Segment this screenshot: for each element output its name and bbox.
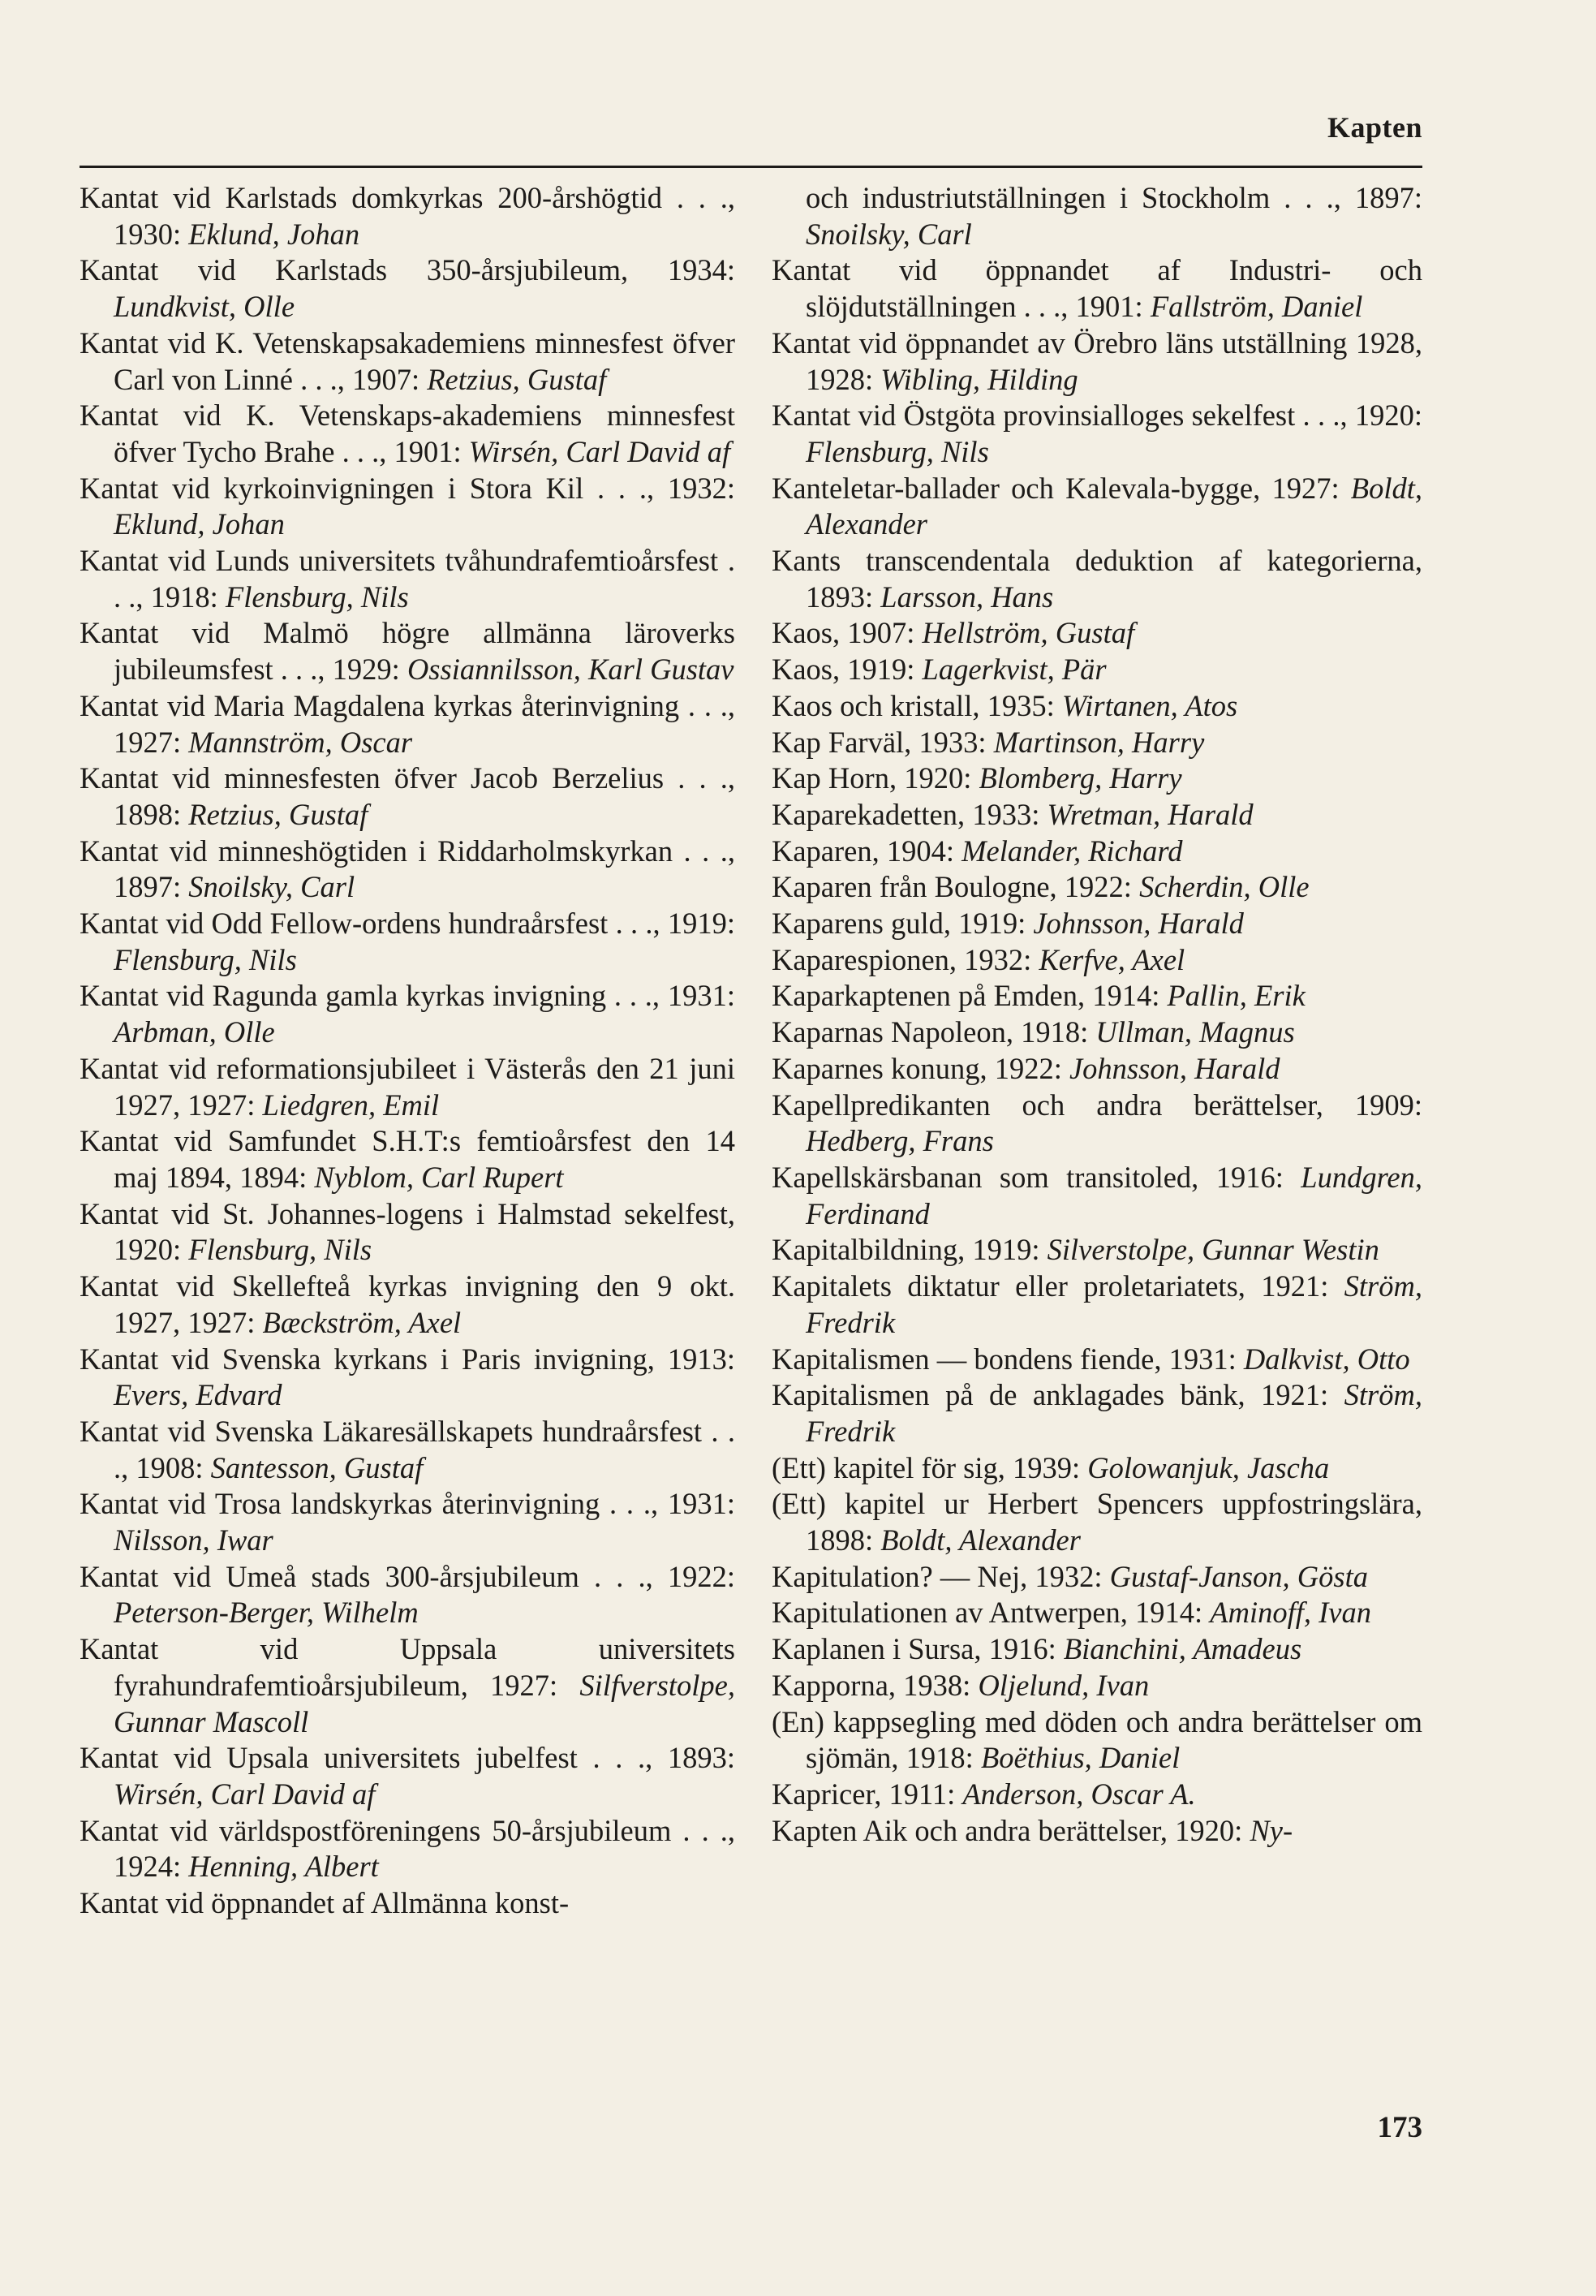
entry-author: Wirtanen, Atos xyxy=(1061,688,1238,722)
catalog-entry xyxy=(772,325,1422,398)
catalog-entry xyxy=(772,1014,1422,1051)
catalog-entry xyxy=(80,325,735,398)
catalog-entry xyxy=(80,1740,735,1812)
entry-title: (Ett) kapitel ur Herbert Spencers uppfostringslära, 1898: xyxy=(772,1487,1422,1557)
entry-author: Eklund, Johan xyxy=(114,507,285,541)
catalog-entry xyxy=(772,760,1422,797)
catalog-entry xyxy=(772,1486,1422,1558)
entry-author: Henning, Albert xyxy=(188,1850,379,1884)
entry-author: Flensburg, Nils xyxy=(114,942,297,976)
entry-title: Kantat vid reformationsjubileet i Västerås den 21 juni 1927, 1927: xyxy=(80,1051,735,1122)
catalog-entry xyxy=(80,688,735,760)
entry-author: Silverstolpe, Gunnar Westin xyxy=(1047,1233,1379,1267)
entry-title: Kaparespionen, 1932: xyxy=(772,942,1039,976)
entry-title: Kaparekadetten, 1933: xyxy=(772,797,1048,831)
entry-title: Kantat vid Lunds universitets tvåhundrafemtioårsfest . . ., 1918: xyxy=(80,544,735,614)
catalog-entry xyxy=(772,1595,1422,1631)
catalog-entry xyxy=(80,180,735,252)
entry-author: Ossiannilsson, Karl Gustav xyxy=(407,653,734,687)
running-head: Kapten xyxy=(1327,111,1422,144)
entry-author: Golowanjuk, Jascha xyxy=(1087,1450,1330,1484)
left-column xyxy=(80,180,735,1922)
catalog-entry xyxy=(772,1777,1422,1813)
entry-title: Kantat vid Karlstads 350-årsjubileum, 1934: xyxy=(80,253,735,287)
entry-author: Lundkvist, Olle xyxy=(114,290,295,324)
entry-title: Kantat vid K. Vetenskaps-akademiens minnesfest öfver Tycho Brahe . . ., 1901: xyxy=(80,398,735,468)
entry-author: Kerfve, Axel xyxy=(1039,942,1185,976)
entry-title: Kaos och kristall, 1935: xyxy=(772,688,1062,722)
entry-author: Eklund, Johan xyxy=(188,217,360,251)
catalog-entry xyxy=(772,1088,1422,1160)
entry-title: Kantat vid öppnandet af Industri- och slöjdutställningen . . ., 1901: xyxy=(772,253,1422,324)
entry-author: Retzius, Gustaf xyxy=(188,797,368,831)
entry-title: Kantat vid Odd Fellow-ordens hundraårsfest . . ., 1919: xyxy=(80,907,735,941)
entry-author: Fallström, Daniel xyxy=(1150,290,1363,324)
entry-title: Kapitalbildning, 1919: xyxy=(772,1233,1048,1267)
entry-title: Kantat vid Ragunda gamla kyrkas invigning . . ., 1931: xyxy=(80,979,735,1013)
entry-title: Kaparnes konung, 1922: xyxy=(772,1051,1069,1085)
entry-title: Kaparkaptenen på Emden, 1914: xyxy=(772,979,1168,1013)
entry-title: Kapitalets diktatur eller proletariatets, 1921: xyxy=(772,1269,1344,1303)
entry-title: Kantat vid Östgöta provinsialloges sekelfest . . ., 1920: xyxy=(772,398,1422,433)
entry-author: Hellström, Gustaf xyxy=(922,616,1135,650)
entry-author: Wretman, Harald xyxy=(1047,797,1254,831)
entry-title: Kapricer, 1911: xyxy=(772,1777,963,1811)
entry-title: Kantat vid minnesfesten öfver Jacob Berzelius . . ., 1898: xyxy=(80,761,735,831)
catalog-entry xyxy=(772,1160,1422,1232)
catalog-entry xyxy=(772,869,1422,906)
catalog-entry xyxy=(80,1813,735,1885)
entry-title: Kantat vid öppnandet af Allmänna konst- xyxy=(80,1886,570,1920)
entry-author: Johnsson, Harald xyxy=(1033,907,1244,941)
catalog-entry xyxy=(772,252,1422,325)
entry-author: Peterson-Berger, Wilhelm xyxy=(114,1596,419,1630)
entry-title: Kantat vid Umeå stads 300-årsjubileum . . ., 1922: xyxy=(80,1559,735,1593)
entry-title: Kantat vid Trosa landskyrkas återinvigning . . ., 1931: xyxy=(80,1487,735,1521)
entry-title: Kanteletar-ballader och Kalevala-bygge, 1927: xyxy=(772,471,1351,505)
entry-author: Boëthius, Daniel xyxy=(980,1741,1181,1775)
entry-author: Lagerkvist, Pär xyxy=(922,653,1107,687)
entry-author: Larsson, Hans xyxy=(880,579,1054,614)
catalog-entry xyxy=(772,1668,1422,1704)
catalog-entry xyxy=(772,1559,1422,1596)
entry-author: Lundgren, Ferdinand xyxy=(806,1160,1422,1230)
entry-author: Boldt, Alexander xyxy=(880,1523,1081,1557)
catalog-entry xyxy=(772,834,1422,870)
entry-title: Kantat vid Karlstads domkyrkas 200-årshögtid . . ., 1930: xyxy=(80,181,735,251)
catalog-entry xyxy=(80,906,735,978)
entry-author: Ny- xyxy=(1250,1813,1293,1847)
right-column xyxy=(772,180,1422,1849)
entry-title: Kapitulation? — Nej, 1932: xyxy=(772,1559,1110,1593)
entry-author: Ullman, Magnus xyxy=(1095,1015,1295,1049)
entry-author: Oljelund, Ivan xyxy=(978,1668,1150,1702)
catalog-entry xyxy=(772,615,1422,652)
entry-title: Kantat vid Malmö högre allmänna läroverks jubileumsfest . . ., 1929: xyxy=(80,616,735,687)
catalog-entry xyxy=(80,1885,735,1922)
entry-author: Snoilsky, Carl xyxy=(806,217,972,251)
entry-title: Kaplanen i Sursa, 1916: xyxy=(772,1632,1064,1666)
entry-author: Wirsén, Carl David af xyxy=(468,434,731,468)
catalog-entry xyxy=(772,906,1422,942)
catalog-entry xyxy=(772,725,1422,761)
entry-author: Wibling, Hilding xyxy=(880,362,1078,396)
entry-title: Kapellskärsbanan som transitoled, 1916: xyxy=(772,1160,1301,1194)
entry-author: Bæckström, Axel xyxy=(262,1305,462,1339)
catalog-entry xyxy=(772,1269,1422,1341)
entry-title: Kapporna, 1938: xyxy=(772,1668,979,1702)
entry-author: Santesson, Gustaf xyxy=(210,1450,424,1484)
entry-title: Kapten Aik och andra berättelser, 1920: xyxy=(772,1813,1250,1847)
entry-author: Liedgren, Emil xyxy=(262,1088,440,1122)
catalog-entry xyxy=(80,760,735,833)
catalog-entry xyxy=(772,1704,1422,1777)
entry-title: Kantat vid Maria Magdalena kyrkas återinvigning . . ., 1927: xyxy=(80,688,735,759)
entry-title: (En) kappsegling med döden och andra berättelser om sjömän, 1918: xyxy=(772,1704,1422,1775)
entry-author: Hedberg, Frans xyxy=(806,1124,994,1158)
entry-author: Scherdin, Olle xyxy=(1139,870,1310,904)
catalog-entry xyxy=(80,398,735,470)
catalog-entry xyxy=(80,1631,735,1740)
header-rule xyxy=(80,166,1422,168)
entry-author: Flensburg, Nils xyxy=(188,1233,372,1267)
entry-title: Kap Farväl, 1933: xyxy=(772,725,994,759)
catalog-entry xyxy=(772,797,1422,834)
entry-title: Kantat vid minneshögtiden i Riddarholmskyrkan . . ., 1897: xyxy=(80,834,735,904)
catalog-entry xyxy=(772,398,1422,470)
catalog-entry xyxy=(772,1450,1422,1487)
entry-author: Dalkvist, Otto xyxy=(1243,1342,1410,1376)
catalog-entry xyxy=(772,942,1422,979)
entry-author: Retzius, Gustaf xyxy=(427,362,607,396)
catalog-entry xyxy=(772,1377,1422,1450)
entry-title: Kantat vid Uppsala universitets fyrahundrafemtioårsjubileum, 1927: xyxy=(80,1632,735,1702)
entry-title: Kapitulationen av Antwerpen, 1914: xyxy=(772,1596,1211,1630)
entry-title: Kantat vid Upsala universitets jubelfest . . ., 1893: xyxy=(80,1741,735,1775)
catalog-entry xyxy=(772,1342,1422,1378)
entry-title: Kapitalismen på de anklagades bänk, 1921: xyxy=(772,1378,1344,1412)
catalog-entry xyxy=(772,471,1422,543)
entry-title: Kaparens guld, 1919: xyxy=(772,907,1034,941)
entry-author: Nilsson, Iwar xyxy=(114,1523,273,1557)
entry-title: Kapellpredikanten och andra berättelser, 1909: xyxy=(772,1088,1422,1122)
entry-title: Kantat vid världspostföreningens 50-årsjubileum . . ., 1924: xyxy=(80,1813,735,1884)
entry-author: Ström, Fredrik xyxy=(806,1378,1422,1448)
entry-title: Kantat vid K. Vetenskapsakademiens minnesfest öfver Carl von Linné . . ., 1907: xyxy=(80,325,735,396)
catalog-entry xyxy=(80,1486,735,1558)
entry-title: Kaos, 1907: xyxy=(772,616,923,650)
catalog-entry xyxy=(80,1414,735,1486)
catalog-entry xyxy=(772,1051,1422,1088)
entry-author: Wirsén, Carl David af xyxy=(114,1777,376,1811)
catalog-entry xyxy=(80,1559,735,1631)
entry-author: Melander, Richard xyxy=(961,834,1183,868)
entry-title: Kantat vid öppnandet av Örebro läns utställning 1928, 1928: xyxy=(772,325,1422,396)
entry-author: Blomberg, Harry xyxy=(979,761,1182,795)
entry-author: Martinson, Harry xyxy=(993,725,1205,759)
catalog-entry xyxy=(772,652,1422,688)
entry-author: Arbman, Olle xyxy=(114,1015,275,1049)
catalog-entry xyxy=(80,1342,735,1414)
entry-author: Anderson, Oscar A. xyxy=(962,1777,1196,1811)
catalog-entry xyxy=(80,1269,735,1341)
catalog-entry xyxy=(80,834,735,906)
entry-author: Aminoff, Ivan xyxy=(1210,1596,1371,1630)
catalog-entry xyxy=(80,978,735,1050)
entry-title: Kantat vid Skellefteå kyrkas invigning den 9 okt. 1927, 1927: xyxy=(80,1269,735,1339)
entry-author: Boldt, Alexander xyxy=(806,471,1422,541)
catalog-entry xyxy=(772,1813,1422,1850)
catalog-entry xyxy=(80,543,735,615)
entry-title: Kapitalismen — bondens fiende, 1931: xyxy=(772,1342,1244,1376)
catalog-entry xyxy=(772,1232,1422,1269)
catalog-entry xyxy=(772,1631,1422,1668)
entry-title: Kantat vid Svenska Läkaresällskapets hundraårsfest . . ., 1908: xyxy=(80,1414,735,1484)
catalog-entry xyxy=(80,471,735,543)
catalog-entry xyxy=(772,543,1422,615)
catalog-entry xyxy=(80,252,735,325)
entry-author: Bianchini, Amadeus xyxy=(1063,1632,1302,1666)
entry-title: och industriutställningen i Stockholm . . ., 1897: xyxy=(806,181,1422,214)
entry-title: Kantat vid kyrkoinvigningen i Stora Kil . . ., 1932: xyxy=(80,471,735,505)
catalog-entry xyxy=(80,1051,735,1123)
entry-author: Gustaf-Janson, Gösta xyxy=(1109,1559,1368,1593)
entry-author: Evers, Edvard xyxy=(114,1378,282,1412)
entry-title: Kap Horn, 1920: xyxy=(772,761,979,795)
catalog-entry xyxy=(80,1123,735,1195)
entry-title: Kaos, 1919: xyxy=(772,653,923,687)
catalog-entry xyxy=(772,688,1422,725)
entry-title: Kants transcendentala deduktion af kategorierna, 1893: xyxy=(772,544,1422,614)
entry-title: (Ett) kapitel för sig, 1939: xyxy=(772,1450,1088,1484)
entry-author: Flensburg, Nils xyxy=(806,434,989,468)
catalog-entry xyxy=(80,1196,735,1269)
entry-author: Snoilsky, Carl xyxy=(188,870,355,904)
page-number: 173 xyxy=(1377,2111,1422,2144)
catalog-entry-continuation xyxy=(772,180,1422,252)
entry-title: Kaparen, 1904: xyxy=(772,834,962,868)
entry-author: Ström, Fredrik xyxy=(806,1269,1422,1339)
catalog-entry xyxy=(772,978,1422,1014)
entry-author: Johnsson, Harald xyxy=(1069,1051,1280,1085)
entry-author: Flensburg, Nils xyxy=(225,579,409,614)
entry-author: Nyblom, Carl Rupert xyxy=(314,1160,564,1194)
entry-author: Mannström, Oscar xyxy=(188,725,413,759)
entry-title: Kantat vid Samfundet S.H.T:s femtioårsfest den 14 maj 1894, 1894: xyxy=(80,1124,735,1194)
entry-author: Pallin, Erik xyxy=(1167,979,1306,1013)
entry-title: Kantat vid Svenska kyrkans i Paris invigning, 1913: xyxy=(80,1342,735,1376)
entry-author: Silfverstolpe, Gunnar Mascoll xyxy=(114,1668,735,1738)
entry-title: Kaparen från Boulogne, 1922: xyxy=(772,870,1140,904)
entry-title: Kaparnas Napoleon, 1918: xyxy=(772,1015,1096,1049)
entry-title: Kantat vid St. Johannes-logens i Halmstad sekelfest, 1920: xyxy=(80,1196,735,1267)
catalog-entry xyxy=(80,615,735,687)
